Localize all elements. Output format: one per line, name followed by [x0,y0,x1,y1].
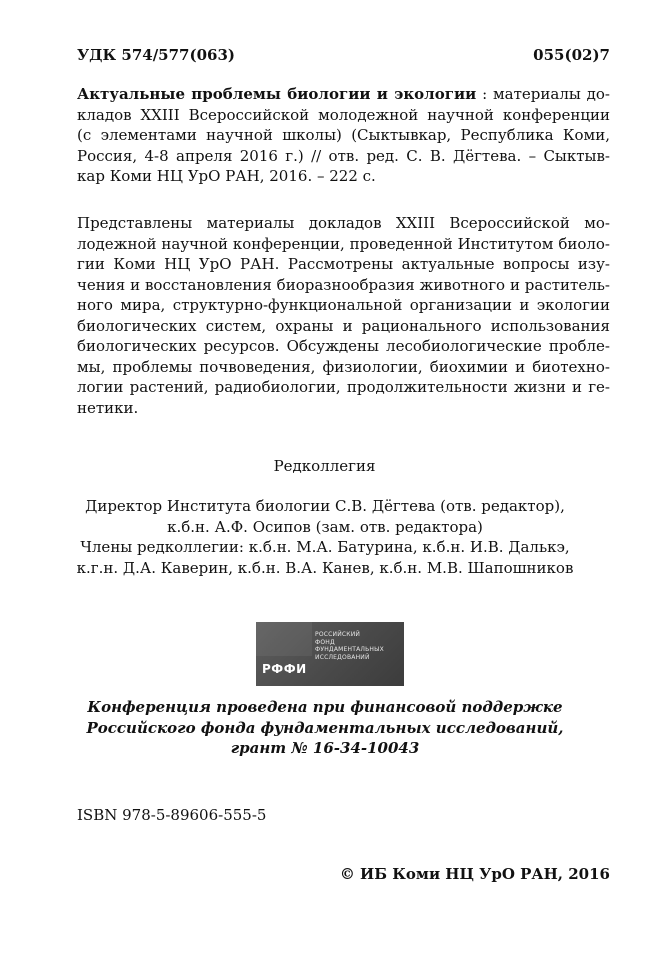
logo-line: ИССЛЕДОВАНИЙ [315,653,370,661]
editorial-board-list [40,496,610,578]
rffi-logo [256,622,404,686]
classification-row [77,46,610,68]
editorial-line: Члены редколлегии: к.б.н. М.А. Батурина, к.б.н. И.В. Далькэ, [80,538,570,556]
book-title: Актуальные проблемы биологии и экологии [77,85,477,103]
abstract-line: гии Коми НЦ УрО РАН. Рассмотрены актуальные вопросы изу- [77,255,610,273]
logo-shade [256,622,312,656]
abstract [77,213,610,418]
logo-line: РОССИЙСКИЙ [315,631,361,638]
abstract-line: логии растений, радиобиологии, продолжительности жизни и ге- [77,378,610,396]
grant-line: Конференция проведена при финансовой поддержке [87,698,563,716]
biblio-line: (с элементами научной школы) (Сыктывкар, Республика Коми, [77,126,610,144]
editorial-line: Директор Института биологии С.В. Дёгтева (отв. редактор), [85,497,565,515]
biblio-line-text: : материалы до- [476,85,611,103]
biblio-line: кладов XXIII Всероссийской молодежной научной конференции [77,105,610,124]
biblio-line: кар Коми НЦ УрО РАН, 2016. – 222 с. [77,167,376,185]
abstract-line: лодежной научной конференции, проведенной Институтом биоло- [77,234,610,253]
abstract-line: ного мира, структурно-функциональной организации и экологии [77,296,610,314]
bbk-code: 055(02)7 [533,46,610,64]
logo-abbreviation: РФФИ [262,662,307,676]
udk-code: УДК 574/577(063) [77,46,235,64]
isbn: ISBN 978-5-89606-555-5 [77,806,267,824]
editorial-line: к.г.н. Д.А. Каверин, к.б.н. В.А. Канев, к.б.н. М.В. Шапошников [76,558,574,577]
logo-line: ФОНД [315,638,335,646]
editorial-line: к.б.н. А.Ф. Осипов (зам. отв. редактора) [167,517,483,536]
abstract-line: чения и восстановления биоразнообразия животного и раститель- [77,275,610,294]
abstract-line: биологических систем, охраны и рационального использования [77,316,610,335]
abstract-line: нетики. [77,398,139,417]
abstract-line: мы, проблемы почвоведения, физиологии, биохимии и биотехно- [77,357,610,376]
grant-line: грант № 16-34-10043 [230,739,420,757]
logo-line: ФУНДАМЕНТАЛЬНЫХ [315,646,384,653]
editorial-board-title: Редколлегия [273,457,376,475]
copyright: © ИБ Коми НЦ УрО РАН, 2016 [339,865,610,883]
grant-note [40,697,610,759]
biblio-line: Россия, 4-8 апреля 2016 г.) // отв. ред. С. В. Дёгтева. – Сыктыв- [77,146,610,165]
logo-fund-name [315,631,384,661]
biblio-line [77,84,610,105]
grant-line: Российского фонда фундаментальных исследований, [86,718,564,737]
bibliographic-record [77,84,610,187]
abstract-line: биологических ресурсов. Обсуждены лесобиологические пробле- [77,337,610,355]
abstract-line: Представлены материалы докладов XXIII Всероссийской мо- [77,214,610,232]
